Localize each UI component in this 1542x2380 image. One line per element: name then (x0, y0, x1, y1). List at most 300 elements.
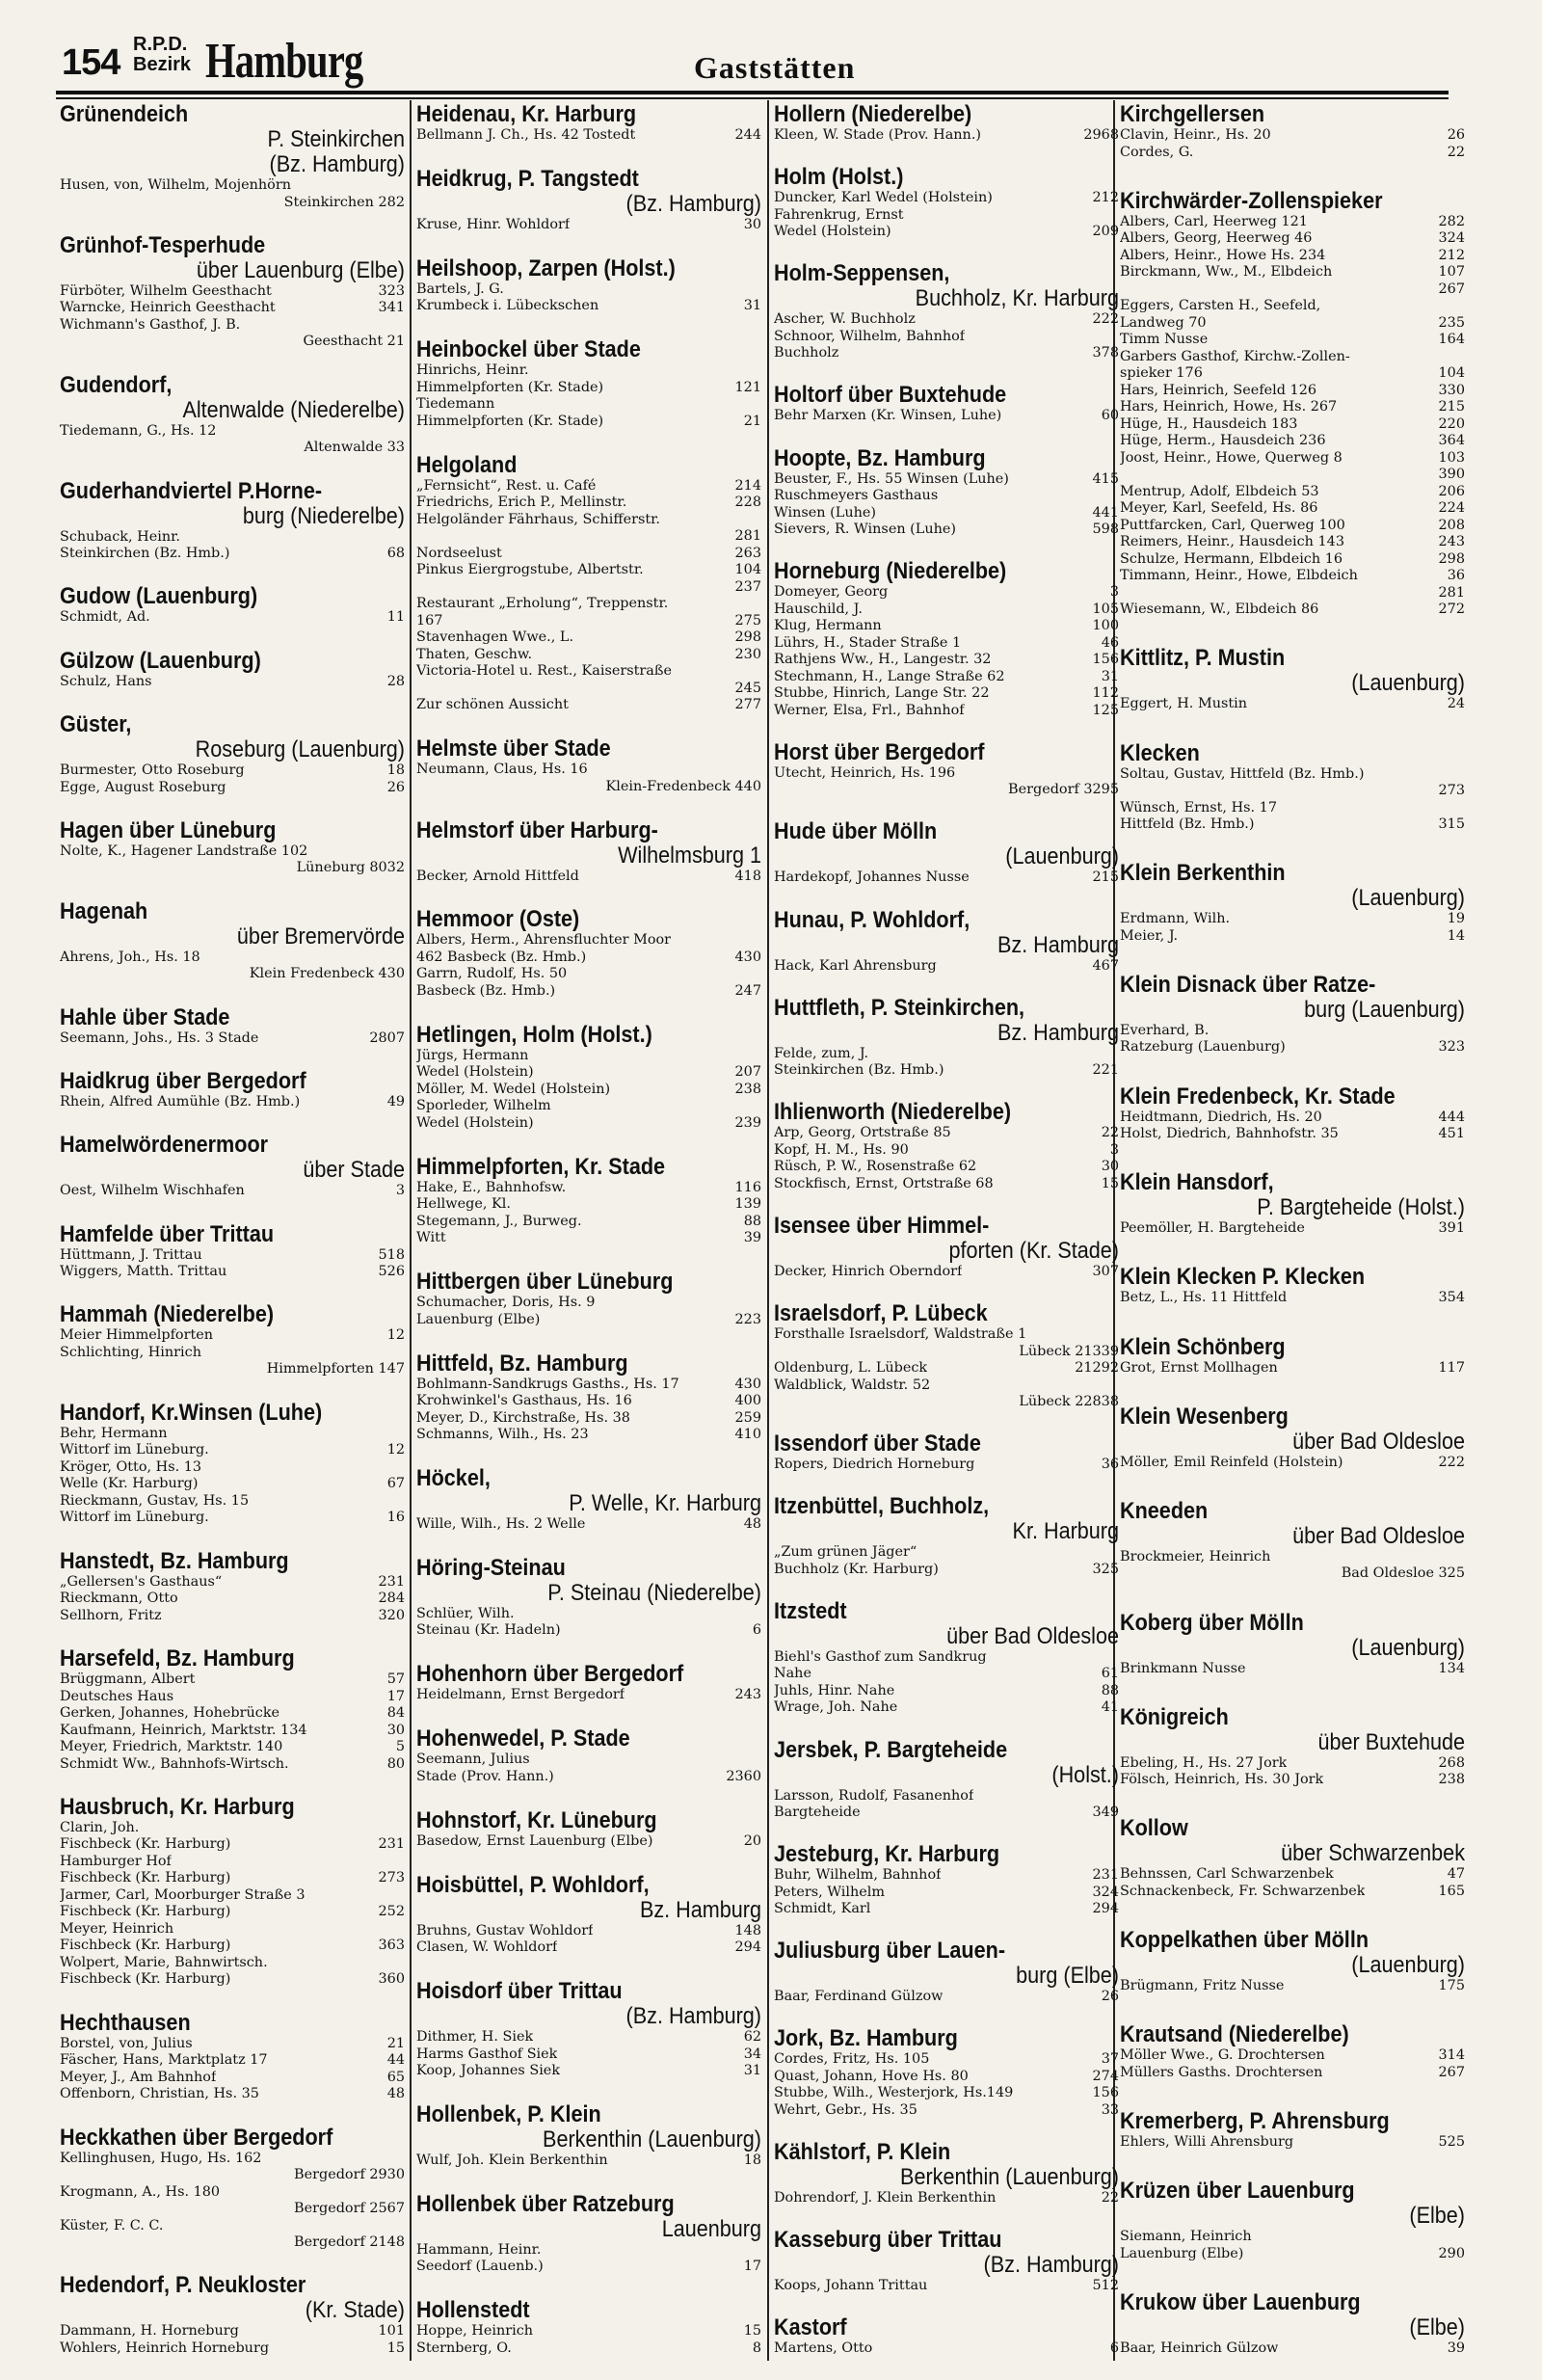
listing-phone: 272 (1438, 602, 1465, 618)
listing-phone: 330 (1438, 382, 1465, 398)
listing-row (1120, 298, 1465, 315)
listing-name: Betz, L., Hs. 11 Hittfeld (1120, 1290, 1288, 1306)
listing-phone: 315 (1438, 816, 1465, 833)
listing-row (60, 949, 405, 967)
listing-row (774, 958, 1119, 976)
listing-phone: 84 (386, 1705, 405, 1721)
place-subheading: burg (Elbe) (1016, 1963, 1119, 1990)
listing-name: Albers, Carl, Heerweg 121 (1120, 213, 1308, 229)
listing-row (1120, 696, 1465, 713)
listing-name: Wohlers, Heinrich Horneburg (60, 2340, 270, 2356)
place-subheading: P. Steinau (Niederelbe) (547, 1579, 761, 1606)
place-entry (416, 1873, 761, 1957)
place-heading: Hoisdorf über Trittau (416, 1978, 623, 2005)
place-entry (774, 1939, 1119, 2006)
place-heading: Hamfelde über Trittau (60, 1220, 275, 1247)
listing-row (60, 2234, 405, 2252)
place-subheading: über Bad Oldesloe (1292, 1522, 1465, 1549)
listing-name: Neumann, Claus, Hs. 16 (416, 762, 588, 778)
listing-row (1120, 2229, 1465, 2246)
place-entry (774, 740, 1119, 799)
listing-phone: 88 (1101, 1682, 1119, 1698)
listing-phone: 36 (1101, 1457, 1119, 1473)
listing-row (60, 1493, 405, 1511)
listing-phone: 19 (1447, 911, 1465, 927)
listing-name: Victoria-Hotel u. Rest., Kaiserstraße (416, 663, 672, 680)
listing-row (416, 1606, 761, 1623)
listing-row (416, 629, 761, 647)
listing-name: Schlüer, Wilh. (416, 1605, 515, 1621)
listing-name: Bohlmann-Sandkrugs Gasths., Hs. 17 (416, 1376, 679, 1392)
listing-row (1120, 1978, 1465, 1995)
listing-row (416, 966, 761, 983)
listing-row (774, 869, 1119, 887)
listing-name: Stechmann, H., Lange Straße 62 (774, 668, 1005, 684)
listing-name: Schnackenbeck, Fr. Schwarzenbek (1120, 1883, 1366, 1899)
place-subheading: (Bz. Hamburg) (625, 190, 761, 217)
listing-phone: 208 (1438, 517, 1465, 533)
listing-row (416, 1769, 761, 1786)
place-entry (416, 1023, 761, 1133)
place-subheading: Wilhelmsburg 1 (618, 842, 761, 869)
listing-name: Basedow, Ernst Lauenburg (Elbe) (416, 1832, 653, 1849)
listing-name: Buhr, Wilhelm, Bahnhof (774, 1867, 942, 1884)
listing-name: Hinrichs, Heinr. (416, 362, 529, 379)
listing-name: Fahrenkrug, Ernst (774, 206, 904, 223)
listing-phone: 60 (1101, 408, 1119, 424)
place-heading: Grünendeich (60, 101, 189, 127)
listing-phone: 430 (734, 1376, 761, 1392)
place-heading: Hude über Mölln (774, 818, 938, 845)
listing-phone: 215 (1438, 399, 1465, 415)
listing-phone: 11 (386, 609, 405, 626)
listing-phone: 3 (1109, 584, 1119, 601)
place-entry (60, 1069, 405, 1111)
place-heading: Holtorf über Buxtehude (774, 382, 1007, 409)
listing-phone: 31 (743, 298, 761, 314)
listing-name: Borstel, von, Julius (60, 2035, 193, 2051)
place-entry (1120, 1499, 1465, 1583)
listing-name: Becker, Arnold Hittfeld (416, 868, 579, 884)
listing-name: Deutsches Haus (60, 1688, 174, 1704)
listing-row (60, 2052, 405, 2070)
listing-phone: 48 (386, 2086, 405, 2102)
place-subheading: (Holst.) (1051, 1761, 1119, 1788)
listing-row (1120, 127, 1465, 145)
listing-phone: Lübeck 22838 (1019, 1394, 1119, 1409)
listing-row (1120, 365, 1465, 383)
listing-row (60, 1971, 405, 1989)
listing-row (774, 505, 1119, 522)
listing-row (1120, 568, 1465, 585)
place-heading: Jork, Bz. Hamburg (774, 2025, 958, 2052)
listing-row (416, 596, 761, 613)
listing-row (774, 765, 1119, 783)
listing-phone: 252 (378, 1904, 405, 1920)
listing-phone: 121 (734, 379, 761, 395)
listing-phone: 15 (743, 2323, 761, 2340)
place-heading: Heckkathen über Bergedorf (60, 2124, 333, 2151)
listing-phone: 105 (1092, 601, 1119, 617)
place-heading: Hoopte, Bz. Hamburg (774, 444, 986, 471)
listing-name: Ehlers, Willi Ahrensburg (1120, 2133, 1294, 2150)
place-entry (1120, 2109, 1465, 2152)
listing-row (1120, 281, 1465, 299)
listing-row (1120, 332, 1465, 349)
place-entry (774, 2228, 1119, 2295)
listing-row (1120, 383, 1465, 400)
place-entry (60, 1133, 405, 1200)
place-heading: Holm-Seppensen, (774, 260, 950, 287)
listing-phone: Altenwalde 33 (304, 440, 405, 456)
listing-phone: 103 (1438, 449, 1465, 466)
listing-row (774, 1394, 1119, 1411)
listing-row (60, 674, 405, 691)
listing-row (416, 362, 761, 380)
listing-phone: 15 (1101, 1175, 1119, 1191)
listing-phone: 117 (1438, 1359, 1465, 1376)
listing-phone: Geesthacht 21 (303, 334, 405, 350)
listing-row (774, 127, 1119, 145)
city-title: Hamburg (205, 34, 363, 89)
place-entry (774, 2026, 1119, 2119)
place-entry (1120, 973, 1465, 1056)
listing-row (416, 562, 761, 579)
listing-name: Zur schönen Aussicht (416, 697, 569, 713)
listing-name: Stade (Prov. Hann.) (416, 1768, 554, 1784)
place-heading: Krukow über Lauenburg (1120, 2288, 1361, 2315)
listing-row (1120, 1039, 1465, 1056)
place-heading: Grünhof-Tesperhude (60, 231, 266, 258)
place-entry (774, 1738, 1119, 1822)
listing-row (1120, 230, 1465, 248)
listing-row (60, 2323, 405, 2340)
listing-row (60, 423, 405, 441)
listing-row (60, 2167, 405, 2184)
listing-phone: 354 (1438, 1290, 1465, 1306)
listing-row (416, 1939, 761, 1957)
listing-name: Holst, Diedrich, Bahnhofstr. 35 (1120, 1126, 1339, 1142)
place-heading: Klecken (1120, 739, 1200, 766)
place-entry (60, 479, 405, 563)
place-entry (60, 102, 405, 211)
listing-row (60, 609, 405, 627)
place-heading: Koberg über Mölln (1120, 1609, 1304, 1636)
listing-name: Stubbe, Hinrich, Lange Str. 22 (774, 685, 990, 702)
place-entry (1120, 1611, 1465, 1678)
listing-row (774, 635, 1119, 653)
listing-phone: 275 (734, 612, 761, 628)
listing-name: Wulf, Joh. Klein Berkenthin (416, 2153, 608, 2169)
listing-phone: 363 (378, 1938, 405, 1954)
listing-phone: 20 (743, 1832, 761, 1849)
place-subheading: (Bz. Hamburg) (269, 151, 405, 177)
listing-name: Schlichting, Hinrich (60, 1344, 201, 1360)
listing-row (60, 1921, 405, 1939)
listing-name: Heidtmann, Diedrich, Hs. 20 (1120, 1109, 1322, 1125)
listing-phone: 41 (1101, 1699, 1119, 1716)
place-heading: Heidenau, Kr. Harburg (416, 101, 637, 127)
listing-name: Hüge, H., Hausdeich 183 (1120, 415, 1298, 432)
listing-row (1120, 349, 1465, 366)
listing-phone: 239 (734, 1114, 761, 1131)
listing-phone: 101 (378, 2323, 405, 2340)
place-entry (1120, 2290, 1465, 2358)
listing-name: Seemann, Julius (416, 1752, 530, 1768)
place-entry (416, 453, 761, 714)
listing-phone: 2968 (1083, 127, 1119, 143)
place-entry (60, 1549, 405, 1625)
listing-name: Baar, Heinrich Gülzow (1120, 2340, 1279, 2356)
listing-name: Stubbe, Wilh., Westerjork, Hs.149 (774, 2085, 1014, 2101)
place-subheading: (Lauenburg) (1351, 1634, 1465, 1661)
column-divider (410, 100, 412, 2361)
place-entry (416, 2102, 761, 2170)
listing-row (774, 1377, 1119, 1395)
listing-name: Egge, August Roseburg (60, 779, 226, 795)
place-heading: Issendorf über Stade (774, 1431, 981, 1457)
place-heading: Königreich (1120, 1703, 1229, 1730)
place-entry (774, 1100, 1119, 1192)
listing-phone: 156 (1092, 652, 1119, 668)
listing-row (416, 1687, 761, 1704)
listing-row (774, 521, 1119, 539)
listing-name: Waldblick, Waldstr. 52 (774, 1377, 931, 1393)
listing-row (60, 1608, 405, 1625)
listing-phone: 230 (734, 646, 761, 662)
listing-name: Albers, Georg, Heerweg 46 (1120, 230, 1313, 247)
place-heading: Hagen über Lüneburg (60, 816, 277, 843)
place-entry (60, 818, 405, 877)
listing-row (60, 1756, 405, 1774)
place-heading: Hollenstedt (416, 2297, 530, 2324)
listing-name: Landweg 70 (1120, 314, 1207, 331)
listing-name: Wolpert, Marie, Bahnwirtsch. (60, 1954, 268, 1970)
listing-row (1120, 315, 1465, 333)
listing-row (60, 1459, 405, 1477)
place-heading: Guderhandviertel P.Horne- (60, 477, 323, 504)
listing-row (416, 613, 761, 630)
listing-row (774, 1699, 1119, 1717)
listing-name: Ropers, Diedrich Horneburg (774, 1457, 975, 1473)
listing-phone: 390 (1438, 467, 1465, 483)
listing-row (416, 546, 761, 563)
listing-name: Seemann, Johs., Hs. 3 Stade (60, 1030, 259, 1046)
place-heading: Kneeden (1120, 1497, 1209, 1524)
listing-phone: 282 (1438, 213, 1465, 229)
listing-row (60, 1327, 405, 1345)
place-entry (416, 2192, 761, 2276)
listing-phone: 26 (386, 779, 405, 795)
place-entry (416, 1726, 761, 1785)
place-entry (1120, 189, 1465, 619)
listing-row (60, 1247, 405, 1265)
place-entry (60, 373, 405, 457)
place-heading: Kollow (1120, 1815, 1188, 1842)
listing-phone: 518 (378, 1246, 405, 1263)
listing-row (1120, 2065, 1465, 2082)
listing-name: Schmidt Ww., Bahnhofs-Wirtsch. (60, 1755, 289, 1772)
place-entry (60, 899, 405, 983)
listing-name: Steinau (Kr. Hadeln) (416, 1622, 561, 1639)
listing-row (60, 1671, 405, 1689)
listing-row (1120, 264, 1465, 281)
listing-phone: 267 (1438, 281, 1465, 297)
listing-phone: 221 (1092, 1062, 1119, 1079)
place-heading: Hedendorf, P. Neukloster (60, 2272, 306, 2299)
listing-row (1120, 928, 1465, 946)
place-subheading: Berkenthin (Lauenburg) (543, 2126, 761, 2153)
place-entry (774, 383, 1119, 425)
listing-row (416, 949, 761, 967)
listing-row (416, 983, 761, 1001)
listing-phone: 415 (1092, 470, 1119, 487)
listing-row (1120, 585, 1465, 602)
listing-row (416, 681, 761, 698)
listing-phone: 31 (743, 2063, 761, 2079)
listing-row (60, 2086, 405, 2103)
listing-name: Schmidt, Karl (774, 1901, 871, 1917)
place-heading: Jesteburg, Kr. Harburg (774, 1841, 1000, 1868)
place-entry (416, 1270, 761, 1328)
place-heading: Güster, (60, 711, 132, 738)
listing-name: Koops, Johann Trittau (774, 2278, 928, 2294)
listing-name: „Zum grünen Jäger“ (774, 1544, 917, 1561)
place-entry (774, 1842, 1119, 1918)
place-entry (60, 1005, 405, 1048)
listing-row (1120, 433, 1465, 450)
listing-phone: 26 (1447, 127, 1465, 143)
place-entry (416, 167, 761, 234)
place-entry (1120, 741, 1465, 834)
listing-row (416, 1427, 761, 1444)
district-label (133, 35, 191, 75)
place-entry (1120, 1928, 1465, 1995)
listing-row (1120, 518, 1465, 535)
listing-row (60, 1591, 405, 1608)
place-entry (1120, 646, 1465, 713)
place-heading: Itzstedt (774, 1597, 847, 1624)
listing-phone: 410 (734, 1427, 761, 1443)
listing-name: Fölsch, Heinrich, Hs. 30 Jork (1120, 1772, 1324, 1788)
listing-name: Erdmann, Wilh. (1120, 911, 1231, 927)
place-entry (416, 337, 761, 430)
listing-row (1120, 1772, 1465, 1789)
listing-phone: Bad Oldesloe 325 (1341, 1565, 1465, 1582)
listing-row (774, 1062, 1119, 1080)
listing-name: Ascher, W. Buchholz (774, 311, 916, 328)
listing-row (416, 2242, 761, 2260)
listing-name: Domeyer, Georg (774, 584, 889, 601)
listing-phone: 18 (386, 762, 405, 779)
listing-row (416, 127, 761, 145)
place-heading: Klein Klecken P. Klecken (1120, 1264, 1366, 1291)
place-heading: Hahle über Stade (60, 1003, 230, 1030)
listing-name: Brüggmann, Albert (60, 1671, 196, 1687)
listing-row (416, 1048, 761, 1065)
listing-name: Hake, E., Bahnhofsw. (416, 1179, 567, 1195)
listing-row (416, 1064, 761, 1082)
listing-phone: 22 (1447, 144, 1465, 160)
listing-row (60, 1723, 405, 1740)
place-subheading: P. Welle, Kr. Harburg (569, 1490, 761, 1517)
listing-name: Wittorf im Lüneburg. (60, 1510, 209, 1526)
place-entry (774, 446, 1119, 539)
listing-row (60, 2151, 405, 2168)
listing-row (774, 1867, 1119, 1885)
listing-name: Eggert, H. Mustin (1120, 696, 1247, 712)
listing-name: Behr Marxen (Kr. Winsen, Luhe) (774, 408, 1002, 424)
listing-name: Husen, von, Wilhelm, Mojenhörn (60, 177, 291, 193)
place-entry (1120, 102, 1465, 161)
listing-phone: Bergedorf 2567 (294, 2201, 405, 2217)
place-heading: Itzenbüttel, Buchholz, (774, 1493, 990, 1520)
listing-row (60, 1887, 405, 1905)
listing-row (774, 1326, 1119, 1344)
listing-row (416, 1923, 761, 1940)
place-heading: Hemmoor (Oste) (416, 906, 580, 933)
listing-name: Joost, Heinr., Howe, Querweg 8 (1120, 449, 1343, 466)
listing-phone: Klein Fredenbeck 430 (249, 966, 405, 982)
listing-row (416, 414, 761, 431)
place-heading: Juliusburg über Lauen- (774, 1938, 1006, 1965)
listing-name: Koop, Johannes Siek (416, 2063, 561, 2079)
place-entry (1120, 861, 1465, 945)
place-heading: Klein Schönberg (1120, 1333, 1286, 1360)
listing-phone: 31 (1101, 668, 1119, 684)
listing-name: Krogmann, A., Hs. 180 (60, 2183, 221, 2200)
listing-name: Garbers Gasthof, Kirchw.-Zollen- (1120, 348, 1350, 364)
listing-phone: 30 (1101, 1159, 1119, 1175)
listing-row (416, 1752, 761, 1769)
place-entry (416, 1466, 761, 1534)
listing-row (1120, 1126, 1465, 1143)
listing-name: Buchholz (Kr. Harburg) (774, 1561, 939, 1577)
listing-name: Steinkirchen (Bz. Hmb.) (60, 546, 230, 562)
listing-phone: 324 (1438, 230, 1465, 247)
listing-row (416, 1393, 761, 1410)
listing-phone: 323 (378, 282, 405, 299)
listing-name: Behnssen, Carl Schwarzenbek (1120, 1866, 1334, 1883)
listing-row (416, 2153, 761, 2170)
listing-name: Everhard, B. (1120, 1022, 1210, 1038)
place-heading: Hoisbüttel, P. Wohldorf, (416, 1871, 650, 1898)
listing-name: Schulz, Hans (60, 673, 152, 689)
listing-name: Schuback, Heinr. (60, 528, 180, 545)
listing-name: Ruschmeyers Gasthaus (774, 488, 939, 503)
listing-name: Basbeck (Bz. Hmb.) (416, 982, 556, 999)
listing-row (774, 1360, 1119, 1377)
listing-name: Wichmann's Gasthof, J. B. (60, 316, 241, 333)
listing-phone: 104 (734, 562, 761, 578)
listing-name: Helgoländer Fährhaus, Schifferstr. (416, 511, 661, 527)
place-heading: Hittbergen über Lüneburg (416, 1269, 674, 1296)
listing-name: Oest, Wilhelm Wischhafen (60, 1183, 245, 1199)
listing-row (416, 932, 761, 949)
listing-row (60, 1476, 405, 1493)
place-heading: Himmelpforten, Kr. Stade (416, 1153, 666, 1180)
listing-phone: 526 (378, 1264, 405, 1280)
listing-phone: 17 (386, 1688, 405, 1704)
place-heading: Huttfleth, P. Steinkirchen, (774, 994, 1025, 1021)
listing-row (416, 380, 761, 397)
listing-row (60, 966, 405, 983)
listing-row (774, 207, 1119, 225)
listing-row (416, 1622, 761, 1640)
listing-row (416, 478, 761, 495)
listing-phone: 243 (734, 1687, 761, 1703)
listing-phone: Himmelpforten 147 (266, 1361, 405, 1377)
